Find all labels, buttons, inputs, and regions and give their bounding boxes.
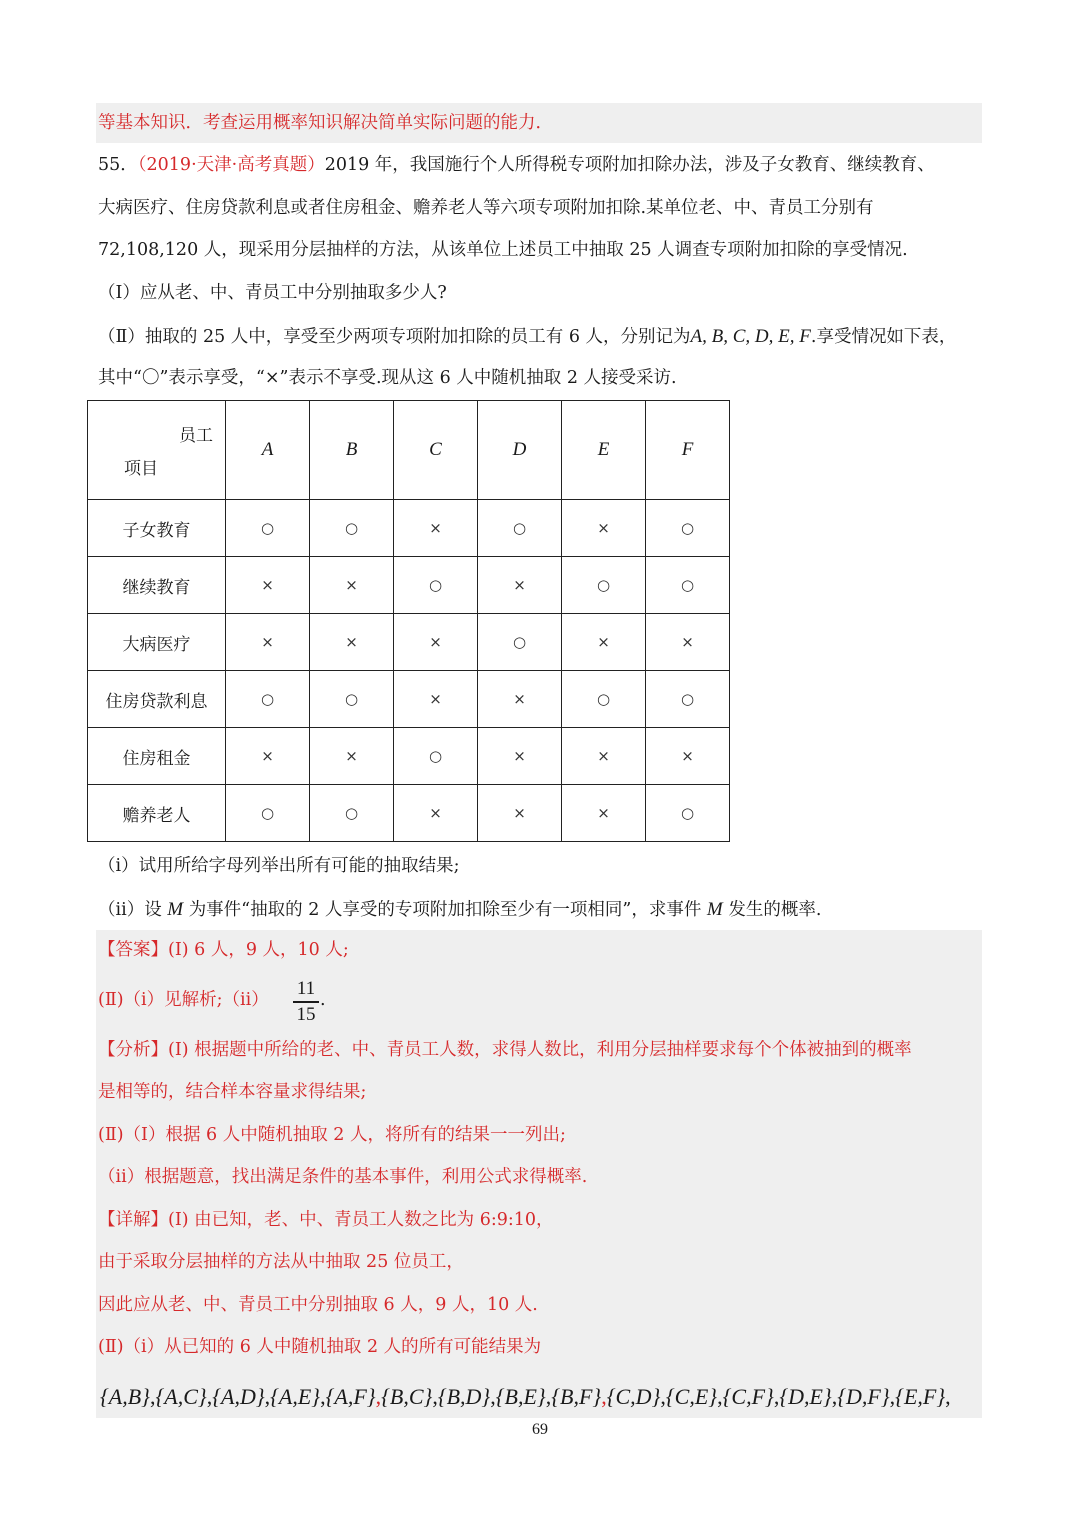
problem-number: 55． bbox=[98, 155, 138, 175]
problem-line-3: 72,108,120 人，现采用分层抽样的方法，从该单位上述员工中抽取 25 人调查专项附加扣除的享受情况. bbox=[98, 240, 908, 260]
answer-line-2 bbox=[98, 992, 269, 1010]
detail-line-2: 由于采取分层抽样的方法从中抽取 25 位员工， bbox=[98, 1252, 464, 1272]
pair-separator: , bbox=[320, 1384, 326, 1409]
analysis-line-1: 【分析】(Ⅰ) 根据题中所给的老、中、青员工人数，求得人数比，利用分层抽样要求每个个体被抽到的概率 bbox=[98, 1040, 912, 1060]
table-cell: × bbox=[646, 728, 730, 785]
corner-label-item: 项目 bbox=[124, 459, 158, 479]
table-cell: ○ bbox=[646, 785, 730, 842]
pair-item: {A,B} bbox=[100, 1384, 150, 1409]
table-cell: ○ bbox=[394, 728, 478, 785]
table-cell: ○ bbox=[478, 614, 562, 671]
pair-separator: , bbox=[945, 1384, 951, 1409]
table-corner-cell bbox=[88, 401, 226, 500]
fraction-bar bbox=[293, 1001, 319, 1003]
detail-line-1: 【详解】(Ⅰ) 由已知，老、中、青员工人数之比为 6:9:10， bbox=[98, 1210, 554, 1230]
part-1-question: （Ⅰ）应从老、中、青员工中分别抽取多少人? bbox=[98, 283, 447, 303]
table-cell: × bbox=[394, 614, 478, 671]
pair-separator: , bbox=[206, 1384, 213, 1409]
pair-item: {D,E} bbox=[779, 1384, 832, 1409]
problem-line-1 bbox=[98, 157, 935, 175]
row-label: 继续教育 bbox=[88, 557, 226, 614]
fraction-numerator: 11 bbox=[296, 978, 316, 999]
table-cell: × bbox=[226, 614, 310, 671]
problem-line-1-rest: 2019 年，我国施行个人所得税专项附加扣除办法，涉及子女教育、继续教育、 bbox=[324, 155, 935, 175]
pair-separator: , bbox=[660, 1384, 666, 1409]
problem-line-2: 大病医疗、住房贷款利息或者住房租金、赡养老人等六项专项附加扣除.某单位老、中、青员工分别有 bbox=[98, 198, 874, 218]
analysis-line-4: （ii）根据题意，找出满足条件的基本事件，利用公式求得概率. bbox=[98, 1167, 588, 1187]
table-cell: ○ bbox=[226, 785, 310, 842]
pair-item: {A,F} bbox=[325, 1384, 376, 1409]
analysis-line-2: 是相等的，结合样本容量求得结果; bbox=[98, 1082, 367, 1102]
table-cell: × bbox=[394, 671, 478, 728]
table-cell: ○ bbox=[646, 557, 730, 614]
pair-item: {C,E} bbox=[665, 1384, 718, 1409]
pair-separator: , bbox=[601, 1384, 607, 1409]
detail-line-4: (Ⅱ)（i）从已知的 6 人中随机抽取 2 人的所有可能结果为 bbox=[98, 1337, 542, 1357]
column-header-0: A bbox=[226, 401, 310, 500]
pair-separator: , bbox=[545, 1384, 552, 1409]
table-cell: × bbox=[478, 728, 562, 785]
row-label: 住房贷款利息 bbox=[88, 671, 226, 728]
table-cell: × bbox=[226, 557, 310, 614]
table-cell: × bbox=[394, 785, 478, 842]
sub-question-ii bbox=[98, 900, 821, 920]
table-cell: ○ bbox=[646, 500, 730, 557]
pair-item: {B,D} bbox=[437, 1384, 491, 1409]
table-cell: × bbox=[310, 728, 394, 785]
row-label: 大病医疗 bbox=[88, 614, 226, 671]
pair-separator: , bbox=[375, 1384, 382, 1409]
table-cell: ○ bbox=[310, 500, 394, 557]
table-row bbox=[88, 785, 730, 842]
table-cell: ○ bbox=[226, 671, 310, 728]
row-label: 子女教育 bbox=[88, 500, 226, 557]
table-cell: × bbox=[394, 500, 478, 557]
pair-item: {B,F} bbox=[551, 1384, 602, 1409]
sub-question-i: （i）试用所给字母列举出所有可能的抽取结果; bbox=[98, 856, 460, 876]
table-cell: × bbox=[310, 557, 394, 614]
sub-ii-text-b: 为事件“抽取的 2 人享受的专项附加扣除至少有一项相同”，求事件 bbox=[188, 900, 702, 920]
answer-line-2-prefix: (Ⅱ)（i）见解析;（ii） bbox=[98, 990, 269, 1010]
problem-source: （2019·天津·高考真题） bbox=[137, 155, 325, 175]
part-2-vars: A, B, C, D, E, F bbox=[690, 326, 811, 347]
pair-item: {E,F} bbox=[895, 1384, 946, 1409]
table-cell: ○ bbox=[310, 671, 394, 728]
table-cell: × bbox=[226, 728, 310, 785]
table-cell: ○ bbox=[478, 500, 562, 557]
table-cell: × bbox=[562, 614, 646, 671]
pair-item: {A,D} bbox=[212, 1384, 265, 1409]
sub-ii-var-m: M bbox=[167, 899, 184, 920]
analysis-line-3: (Ⅱ)（Ⅰ）根据 6 人中随机抽取 2 人，将所有的结果一一列出; bbox=[98, 1125, 566, 1145]
column-header-1: B bbox=[310, 401, 394, 500]
table-row bbox=[88, 728, 730, 785]
column-header-2: C bbox=[394, 401, 478, 500]
intro-line: 等基本知识．考查运用概率知识解决简单实际问题的能力． bbox=[98, 113, 553, 133]
benefit-table bbox=[87, 400, 730, 842]
table-row bbox=[88, 557, 730, 614]
table-cell: × bbox=[562, 500, 646, 557]
table-cell: ○ bbox=[394, 557, 478, 614]
sub-ii-text-c: 发生的概率. bbox=[728, 900, 822, 920]
table-cell: × bbox=[478, 785, 562, 842]
pair-item: {A,C} bbox=[155, 1384, 207, 1409]
corner-label-employee: 员工 bbox=[179, 426, 213, 446]
column-header-5: F bbox=[646, 401, 730, 500]
pair-separator: , bbox=[149, 1384, 156, 1409]
table-cell: ○ bbox=[562, 671, 646, 728]
table-cell: × bbox=[562, 728, 646, 785]
answer-line-2-suffix: . bbox=[320, 990, 326, 1010]
answer-fraction bbox=[293, 978, 319, 1026]
pair-separator: , bbox=[490, 1384, 496, 1409]
pair-item: {A,E} bbox=[270, 1384, 321, 1409]
table-cell: ○ bbox=[646, 671, 730, 728]
pair-separator: , bbox=[264, 1384, 271, 1409]
table-cell: × bbox=[478, 671, 562, 728]
table-cell: × bbox=[310, 614, 394, 671]
part-2-question bbox=[98, 327, 956, 347]
pairs-list bbox=[100, 1384, 951, 1410]
part-2-line-2: 其中“〇”表示享受，“×”表示不享受.现从这 6 人中随机抽取 2 人接受采访. bbox=[98, 368, 677, 388]
table-cell: ○ bbox=[310, 785, 394, 842]
pair-separator: , bbox=[717, 1384, 723, 1409]
part-2-text-a: （Ⅱ）抽取的 25 人中，享受至少两项专项附加扣除的员工有 6 人，分别记为 bbox=[98, 327, 691, 347]
pair-item: {C,D} bbox=[606, 1384, 661, 1409]
pair-separator: , bbox=[773, 1384, 780, 1409]
table-header-row bbox=[88, 401, 730, 500]
row-label: 住房租金 bbox=[88, 728, 226, 785]
table-row bbox=[88, 500, 730, 557]
sub-ii-text-a: （ii）设 bbox=[98, 900, 162, 920]
table-cell: ○ bbox=[226, 500, 310, 557]
table-row bbox=[88, 671, 730, 728]
detail-line-3: 因此应从老、中、青员工中分别抽取 6 人，9 人，10 人. bbox=[98, 1295, 538, 1315]
table-cell: × bbox=[562, 785, 646, 842]
table-row bbox=[88, 614, 730, 671]
answer-line-1: 【答案】(Ⅰ) 6 人，9 人，10 人; bbox=[98, 940, 349, 960]
table-cell: × bbox=[478, 557, 562, 614]
column-header-3: D bbox=[478, 401, 562, 500]
table-cell: ○ bbox=[562, 557, 646, 614]
sub-ii-var-m-2: M bbox=[706, 899, 723, 920]
pair-separator: , bbox=[831, 1384, 838, 1409]
pair-item: {C,F} bbox=[722, 1384, 774, 1409]
fraction-denominator: 15 bbox=[296, 1003, 316, 1025]
pair-item: {B,C} bbox=[381, 1384, 433, 1409]
column-header-4: E bbox=[562, 401, 646, 500]
pair-item: {D,F} bbox=[837, 1384, 890, 1409]
pair-item: {B,E} bbox=[495, 1384, 546, 1409]
page-number: 69 bbox=[532, 1421, 548, 1438]
row-label: 赡养老人 bbox=[88, 785, 226, 842]
pair-separator: , bbox=[889, 1384, 896, 1409]
pair-separator: , bbox=[432, 1384, 438, 1409]
table-cell: × bbox=[646, 614, 730, 671]
part-2-text-b: .享受情况如下表， bbox=[810, 327, 957, 347]
